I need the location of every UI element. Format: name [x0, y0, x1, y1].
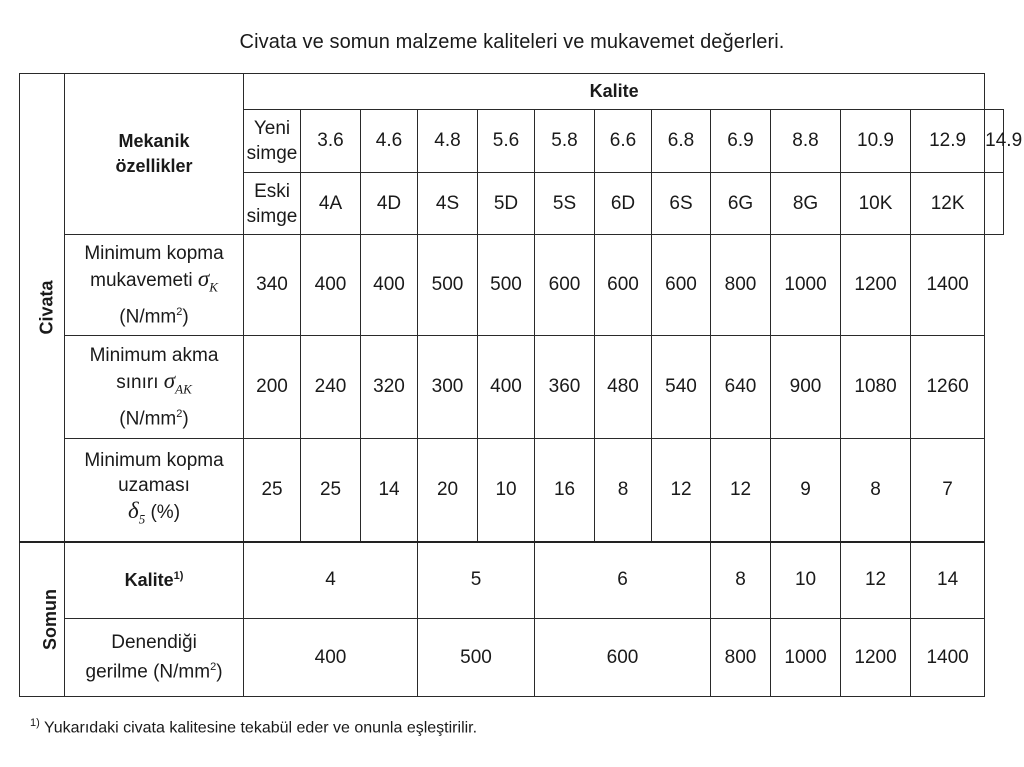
table-cell: 6S — [652, 173, 711, 235]
table-cell: 4 — [244, 542, 418, 619]
table-cell: 400 — [244, 619, 418, 697]
table-cell: 10 — [478, 439, 535, 542]
table-cell: 8 — [711, 542, 771, 619]
table-cell: 1400 — [911, 619, 985, 697]
table-row-uzama — [20, 439, 1004, 542]
table-cell: 340 — [244, 235, 301, 336]
uzama-label: Minimum kopma uzaması $\delta_5$ (%) — [65, 439, 244, 542]
akma-label: Minimum akma sınırı $\sigma_{AK}$ $(N/mm^2)$ — [65, 336, 244, 439]
sigma-k-symbol: $\sigma_K$ — [197, 266, 218, 295]
civata-side-label: Civata — [20, 74, 65, 542]
table-cell: 640 — [711, 336, 771, 439]
table-cell: 6.8 — [652, 110, 711, 173]
table-cell: 12.9 — [911, 110, 985, 173]
table-cell: 14 — [911, 542, 985, 619]
table-cell: 10K — [841, 173, 911, 235]
table-cell: 9 — [771, 439, 841, 542]
table-cell: 400 — [301, 235, 361, 336]
table-cell: 4.8 — [418, 110, 478, 173]
eski-simge-label: Eski simge — [244, 173, 301, 235]
table-cell: 1200 — [841, 235, 911, 336]
table-cell: 900 — [771, 336, 841, 439]
table-cell: 300 — [418, 336, 478, 439]
table-cell: 500 — [418, 235, 478, 336]
table-cell: 1400 — [911, 235, 985, 336]
kalite-header: Kalite — [244, 74, 985, 110]
table-cell: 25 — [244, 439, 301, 542]
table-cell: 10.9 — [841, 110, 911, 173]
table-cell: 1200 — [841, 619, 911, 697]
table-cell: 1000 — [771, 235, 841, 336]
table-cell: 12 — [652, 439, 711, 542]
table-cell: 6D — [595, 173, 652, 235]
table-cell: 1000 — [771, 619, 841, 697]
somun-kalite-label: Kalite$^{1)}$ — [65, 542, 244, 619]
table-cell: 1260 — [911, 336, 985, 439]
table-cell: 6 — [535, 542, 711, 619]
table-cell: 600 — [652, 235, 711, 336]
table-cell: 600 — [535, 235, 595, 336]
table-cell: 8G — [771, 173, 841, 235]
table-cell: 12 — [711, 439, 771, 542]
table-cell: 240 — [301, 336, 361, 439]
table-cell: 6.6 — [595, 110, 652, 173]
table-cell: 10 — [771, 542, 841, 619]
table-cell: 400 — [478, 336, 535, 439]
somun-side-label: Somun — [20, 542, 65, 697]
table-cell: 480 — [595, 336, 652, 439]
table-row-kopma — [20, 235, 1004, 336]
table-cell: 320 — [361, 336, 418, 439]
table-cell: 14.9 — [985, 110, 1004, 173]
table-cell: 5.8 — [535, 110, 595, 173]
table-cell: 600 — [595, 235, 652, 336]
table-cell: 500 — [418, 619, 535, 697]
table-cell: 400 — [361, 235, 418, 336]
delta-5-symbol: $\delta_5$ — [127, 497, 146, 527]
mekanik-header: Mekanik özellikler — [65, 74, 244, 235]
table-cell: 4.6 — [361, 110, 418, 173]
kopma-label: Minimum kopma mukavemeti $\sigma_K$ $(N/mm^2)$ — [65, 235, 244, 336]
table-cell: 14 — [361, 439, 418, 542]
table-cell: 540 — [652, 336, 711, 439]
table-cell: 25 — [301, 439, 361, 542]
somun-gerilme-label: Denendiği gerilme $(N/mm^2)$ — [65, 619, 244, 697]
table-cell: 5D — [478, 173, 535, 235]
table-cell: 800 — [711, 235, 771, 336]
sigma-ak-symbol: $\sigma_{AK}$ — [163, 368, 192, 397]
table-cell: 6G — [711, 173, 771, 235]
table-cell: 4D — [361, 173, 418, 235]
table-cell: 8 — [841, 439, 911, 542]
table-cell: 200 — [244, 336, 301, 439]
table-row-somun-kalite — [20, 542, 1004, 619]
table-cell: 360 — [535, 336, 595, 439]
table-cell: 8.8 — [771, 110, 841, 173]
table-cell: 12K — [911, 173, 985, 235]
table-cell: 5 — [418, 542, 535, 619]
footnote: $^{1)}$ Yukarıdaki civata kalitesine tekabül eder ve onunla eşleştirilir. — [30, 717, 478, 737]
yeni-simge-label: Yeni simge — [244, 110, 301, 173]
table-cell: 3.6 — [301, 110, 361, 173]
table-cell: 12 — [841, 542, 911, 619]
table-cell: 600 — [535, 619, 711, 697]
table-cell: 8 — [595, 439, 652, 542]
table-cell: 1080 — [841, 336, 911, 439]
table-cell: 4A — [301, 173, 361, 235]
table-cell: 7 — [911, 439, 985, 542]
table-cell: 5S — [535, 173, 595, 235]
table-cell: 6.9 — [711, 110, 771, 173]
table-cell: 800 — [711, 619, 771, 697]
page-title: Civata ve somun malzeme kaliteleri ve mukavemet değerleri. — [239, 31, 785, 53]
table-cell: 20 — [418, 439, 478, 542]
table-cell — [985, 173, 1004, 235]
table-row-somun-gerilme — [20, 619, 1004, 697]
table-row — [20, 74, 1004, 110]
table-row-akma — [20, 336, 1004, 439]
quality-table — [19, 73, 1023, 697]
table-cell: 5.6 — [478, 110, 535, 173]
table-cell: 16 — [535, 439, 595, 542]
table-cell: 500 — [478, 235, 535, 336]
table-cell: 4S — [418, 173, 478, 235]
